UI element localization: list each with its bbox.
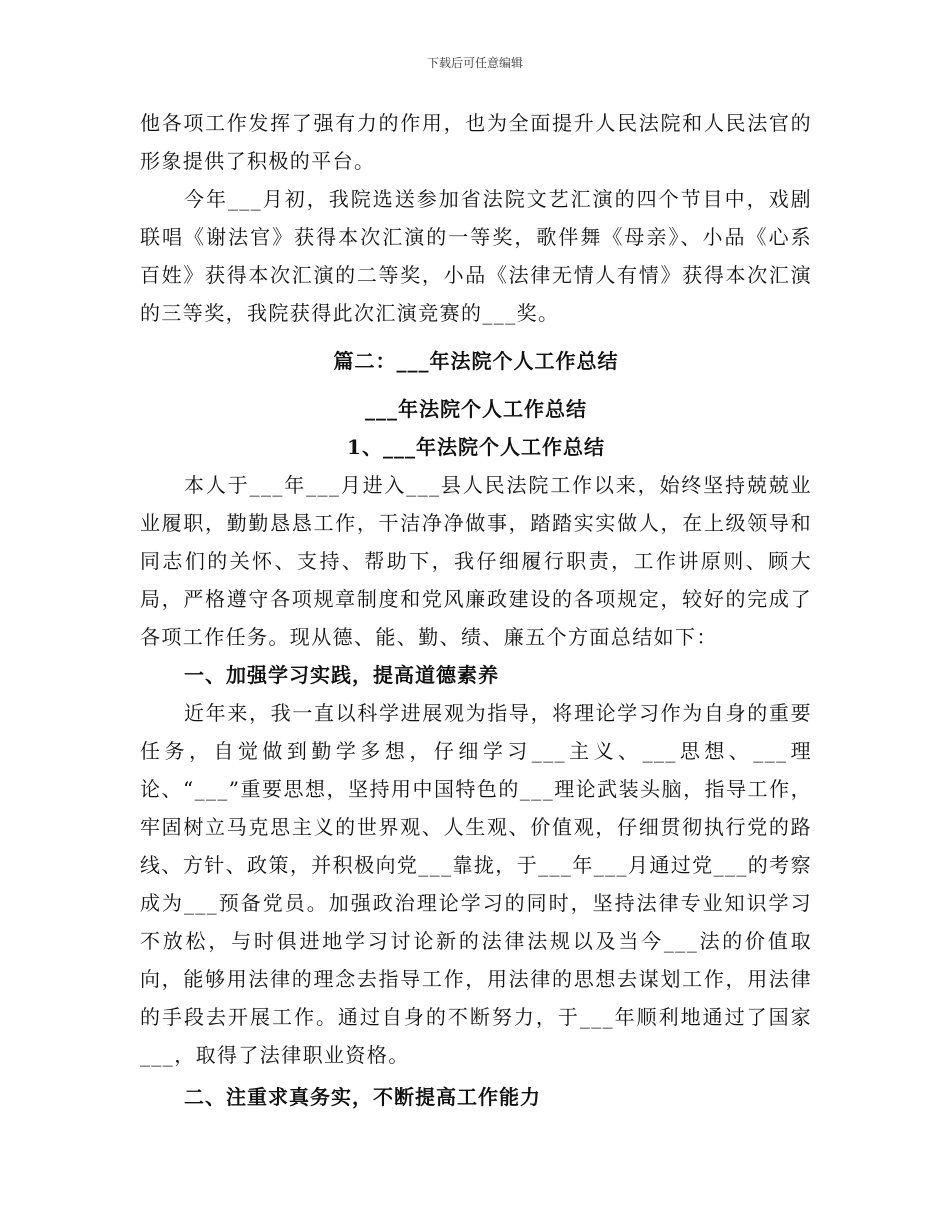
heading-work-ability: 二、注重求真务实，不断提高工作能力 — [184, 1085, 541, 1109]
paragraph-continuation: 他各项工作发挥了强有力的作用，也为全面提升人民法院和人民法官的形象提供了积极的平台。 — [140, 111, 812, 173]
subsection-title: 1、___年法院个人工作总结 — [347, 435, 605, 459]
paragraph-study-practice: 近年来，我一直以科学进展观为指导，将理论学习作为自身的重要任务，自觉做到勤学多想，仔细学习___主义、___思想、___理论、“___”重要思想，坚持用中国特色的___理论武装头脑，指导工作，牢固树立马克思主义的世界观、人生观、价值观，仔细贯彻执行党的路线、方针、政策，并积极向党___靠拢，于___年___月通过党___的考察成为___预备党员。加强政治理论学习的同时，坚持法律专业知识学习不放松，与时俱进地学习讨论新的法律法规以及当今___法的价值取向，能够用法律的理念去指导工作，用法律的思想去谋划工作，用法律的手段去开展工作。通过自身的不断努力，于___年顺利地通过了国家___，取得了法律职业资格。 — [140, 701, 812, 1067]
document-title: ___年法院个人工作总结 — [365, 397, 587, 421]
heading-study-practice: 一、加强学习实践，提高道德素养 — [184, 663, 499, 687]
page-header: 下载后可任意编辑 — [426, 56, 523, 70]
section-title: 篇二：___年法院个人工作总结 — [333, 349, 619, 373]
paragraph-performance-awards: 今年___月初，我院选送参加省法院文艺汇演的四个节目中，戏剧联唱《谢法官》获得本次汇演的一等奖，歌伴舞《母亲》、小品《心系百姓》获得本次汇演的二等奖，小品《法律无情人有情》获得本次汇演的三等奖，我院获得此次汇演竞赛的___奖。 — [140, 187, 812, 325]
document-body — [140, 104, 812, 1116]
paragraph-introduction: 本人于___年___月进入___县人民法院工作以来，始终坚持兢兢业业履职，勤勤恳恳工作，干洁净净做事，踏踏实实做人，在上级领导和同志们的关怀、支持、帮助下，我仔细履行职责，工作讲原则、顾大局，严格遵守各项规章制度和党风廉政建设的各项规定，较好的完成了各项工作任务。现从德、能、勤、绩、廉五个方面总结如下： — [140, 473, 812, 649]
